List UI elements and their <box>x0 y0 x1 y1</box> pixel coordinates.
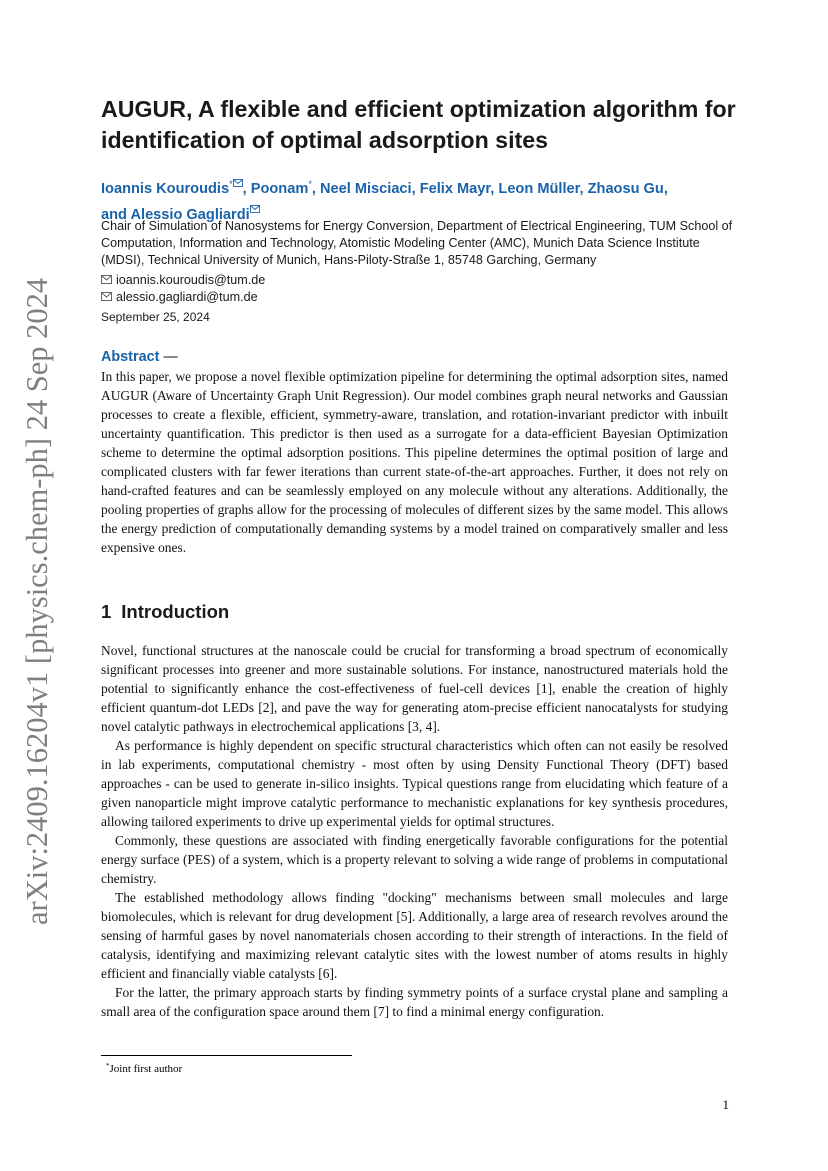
author-link[interactable]: Ioannis Kouroudis <box>101 181 230 197</box>
abstract-dash: — <box>163 349 178 365</box>
joint-first-mark: * <box>229 179 233 189</box>
paper-title: AUGUR, A flexible and efficient optimization algorithm for identification of optimal adsorption sites <box>101 96 736 153</box>
page-number: 1 <box>722 1097 729 1112</box>
abstract-text: In this paper, we propose a novel flexible optimization pipeline for determining the optimal adsorption sites, named AUGUR (Aware of Uncertainty Graph Unit Regression). Our model combines graph neural networks and Gaussian processes to create a flexible, efficient, symmetry-aware, translation, and rotation-invariant predictor with inbuilt uncertainty quantification. This predictor is then used as a surrogate for a data-efficient Bayesian Optimization scheme to determine the optimal adsorption positions. This pipeline determines the optimal position of large and complicated clusters with far fewer iterations than current state-of-the-art approaches. Further, it does not rely on hand-crafted features and can be seamlessly employed on any molecule without any alterations. Additionally, the pooling properties of graphs allow for the processing of molecules of different sizes by the same model. This allows the energy prediction of computationally demanding systems by a model trained on comparatively smaller and less expensive ones. <box>101 369 728 555</box>
envelope-icon <box>101 289 112 306</box>
author-and: and <box>101 207 127 223</box>
section-title: Introduction <box>121 601 230 622</box>
email-link[interactable]: alessio.gagliardi@tum.de <box>116 290 258 304</box>
publication-date: September 25, 2024 <box>101 310 210 324</box>
envelope-icon[interactable] <box>250 205 260 215</box>
joint-first-mark: * <box>308 179 312 189</box>
email-link[interactable]: ioannis.kouroudis@tum.de <box>116 273 266 287</box>
envelope-icon <box>101 272 112 289</box>
footnote <box>106 1059 182 1076</box>
author-list: Ioannis Kouroudis* , Poonam*, Neel Misciaci, Felix Mayr, Leon Müller, Zhaosu Gu, and Alessio Gagliardi <box>101 179 668 223</box>
footnote-text: Joint first author <box>109 1063 183 1075</box>
footnote-mark: * <box>106 1062 110 1070</box>
email-row <box>101 289 265 306</box>
email-row <box>101 272 265 289</box>
introduction-body <box>101 641 728 1021</box>
paragraph: As performance is highly dependent on specific structural characteristics which often can not easily be resolved in lab experiments, computational chemistry - most often by using Density Functional Theory (DFT) based approaches - can be used to generate in-silico insights. Typical questions range from elucidating which feature of a given nanoparticle might improve catalytic performance to mechanistic explanations for key synthesis procedures, allowing tailored experiments to drive up experimental yields for optimal structures. <box>101 738 728 829</box>
author-link[interactable]: Zhaosu Gu <box>587 181 664 197</box>
paragraph: Commonly, these questions are associated with finding energetically favorable configurations for the potential energy surface (PES) of a system, which is a property relevant to solving a wide range of problems in computational chemistry. <box>101 833 728 886</box>
author-link[interactable]: Leon Müller <box>498 181 580 197</box>
author-link[interactable]: Felix Mayr <box>419 181 491 197</box>
email-list <box>101 272 265 306</box>
section-heading <box>101 600 229 624</box>
abstract-label: Abstract <box>101 349 160 365</box>
author-link[interactable]: Neel Misciaci <box>319 181 412 197</box>
abstract-heading <box>101 347 178 367</box>
section-number: 1 <box>101 601 112 622</box>
affiliation: Chair of Simulation of Nanosystems for Energy Conversion, Department of Electrical Engineering, TUM School of Computation, Information and Technology, Atomistic Modeling Center (AMC), Munich Data Science Institute (MDSI), Technical University of Munich, Hans-Piloty-Straße 1, 85748 Garching, Germany <box>101 219 733 267</box>
author-link[interactable]: Poonam <box>250 181 309 197</box>
footnote-rule <box>101 1055 352 1056</box>
paragraph: The established methodology allows finding "docking" mechanisms between small molecules and large biomolecules, which is relevant for drug development [5]. Additionally, a large area of research revolves around the sensing of harmful gases by novel nanomaterials chosen according to their strength of interactions. In the field of catalysis, identifying and maximizing relevant catalytic sites with the lowest number of atoms results in highly efficient and financially viable catalysts [6]. <box>101 890 728 981</box>
paragraph: Novel, functional structures at the nanoscale could be crucial for transforming a broad spectrum of economically significant processes into greener and more sustainable solutions. For instance, nanostructured materials hold the potential to significantly enhance the cost-effectiveness of fuel-cell devices [1], enable the creation of highly efficient quantum-dot LEDs [2], and pave the way for generating atom-precise efficient nanocatalysts for studying novel catalytic pathways in electrochemical applications [3, 4]. <box>101 643 728 734</box>
envelope-icon[interactable] <box>233 179 243 189</box>
author-link[interactable]: Alessio Gagliardi <box>130 207 250 223</box>
paragraph: For the latter, the primary approach starts by finding symmetry points of a surface crystal plane and sampling a small area of the configuration space around them [7] to find a minimal energy configuration. <box>101 985 728 1019</box>
arxiv-stamp[interactable]: arXiv:2409.16204v1 [physics.chem-ph] 24 Sep 2024 <box>20 277 54 925</box>
